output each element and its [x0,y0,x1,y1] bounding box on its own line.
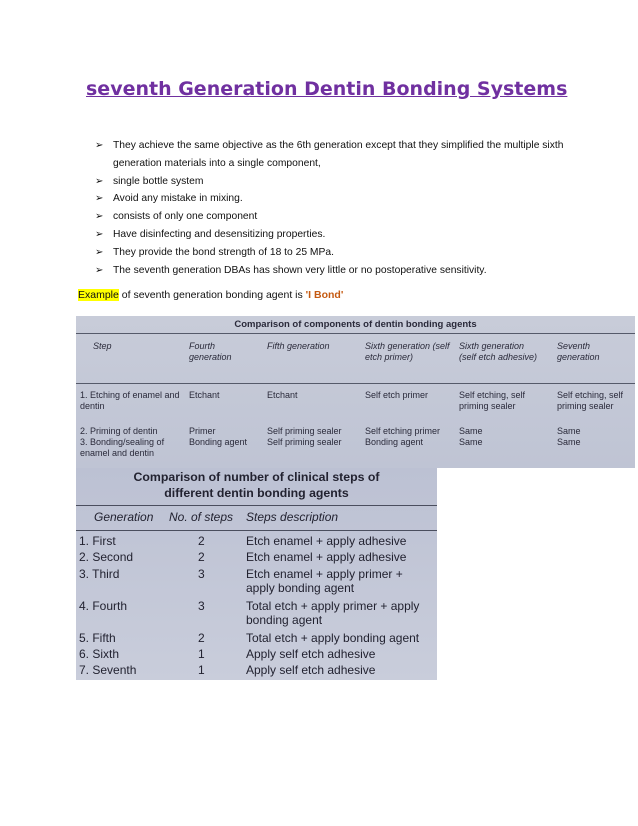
table-header-cell: Seventh generation [557,341,600,362]
bullet-item: ➢ single bottle system [95,173,565,191]
arrow-bullet-icon: ➢ [95,211,104,223]
table-cell: 2. Priming of dentin [80,426,158,436]
example-bond-name: 'I Bond' [305,289,344,301]
bullet-item: ➢ They provide the bond strength of 18 to 25 MPa. [95,244,565,262]
table-cell: Bonding agent [365,437,424,447]
table-rule [76,530,437,531]
table-cell: 3. Bonding/sealing of enamel and dentin [80,437,165,458]
table-caption: Comparison of components of dentin bonding agents [234,319,477,330]
table-cell: Self etching, self priming sealer [557,390,624,411]
table-rule [76,333,635,334]
bullet-item: ➢ The seventh generation DBAs has shown very little or no postoperative sensitivity. [95,262,565,280]
bullet-item: ➢ They achieve the same objective as the 6th generation except that they simplified the multiple sixth generation materials into a single component, [95,137,565,173]
table-cell: Same [459,437,483,447]
table-cell: Etchant [189,390,220,400]
table-cell: 6. Sixth [79,647,120,661]
table-cell: 4. Fourth [79,599,128,613]
table-cell: Total etch + apply bonding agent [246,631,420,645]
table-cell: Etch enamel + apply primer + apply bonding agent [246,567,403,595]
bullet-item: ➢ Avoid any mistake in mixing. [95,190,565,208]
arrow-bullet-icon: ➢ [95,228,104,240]
arrow-bullet-icon: ➢ [95,264,104,276]
example-line [78,289,343,301]
table-header-cell: Sixth generation (self etch primer) [365,341,450,362]
arrow-bullet-icon: ➢ [95,193,104,205]
table-cell: Primer [189,426,216,436]
table-cell: 3. Third [79,567,120,581]
table-cell: 3 [198,567,205,581]
table-cell: 2 [198,550,205,564]
page-title: seventh Generation Dentin Bonding Systems [86,78,568,100]
bullet-item: ➢ Have disinfecting and desensitizing properties. [95,226,565,244]
table-header-cell: Generation [94,510,154,524]
table-cell: Apply self etch adhesive [246,647,376,661]
example-text: of seventh generation bonding agent is [118,289,306,301]
arrow-bullet-icon: ➢ [95,175,104,187]
table-cell: Same [557,426,581,436]
table-cell: Apply self etch adhesive [246,663,376,677]
table-caption: Comparison of number of clinical steps of different dentin bonding agents [133,470,380,500]
table-cell: 1 [198,647,205,661]
table-cell: Self priming sealer [267,426,342,436]
table-header-cell: No. of steps [169,510,234,524]
table-header-cell: Fifth generation [267,341,330,351]
table-rule [76,505,437,506]
table-cell: Self priming sealer [267,437,342,447]
table-cell: 1. First [79,534,116,548]
table-cell: Same [557,437,581,447]
table-rule [76,383,635,384]
table-cell: Etch enamel + apply adhesive [246,534,407,548]
table-cell: 2 [198,631,205,645]
table-cell: Total etch + apply primer + apply bonding agent [246,599,420,627]
table-header-cell: Sixth generation (self etch adhesive) [459,341,538,362]
table-cell: 5. Fifth [79,631,116,645]
table-cell: 1. Etching of enamel and dentin [80,390,180,411]
clinical-steps-table [76,468,437,680]
table-cell: Same [459,426,483,436]
table-cell: Self etching primer [365,426,441,436]
table-cell: 2 [198,534,205,548]
table-cell: Self etch primer [365,390,429,400]
bullet-list [95,137,565,279]
table-cell: Bonding agent [189,437,248,447]
table-header-cell: Steps description [246,510,339,524]
bullet-item: ➢ consists of only one component [95,208,565,226]
table-header-cell: Fourth generation [189,341,232,362]
table-cell: 2. Second [79,550,134,564]
table-cell: Self etching, self priming sealer [459,390,526,411]
table-cell: 7. Seventh [79,663,137,677]
arrow-bullet-icon: ➢ [95,140,104,151]
table-cell: 3 [198,599,205,613]
table-cell: Etch enamel + apply adhesive [246,550,407,564]
arrow-bullet-icon: ➢ [95,246,104,258]
table-cell: 1 [198,663,205,677]
example-highlight: Example [78,289,119,301]
table-cell: Etchant [267,390,298,400]
table-header-cell: Step [93,341,112,351]
components-table [76,316,635,468]
